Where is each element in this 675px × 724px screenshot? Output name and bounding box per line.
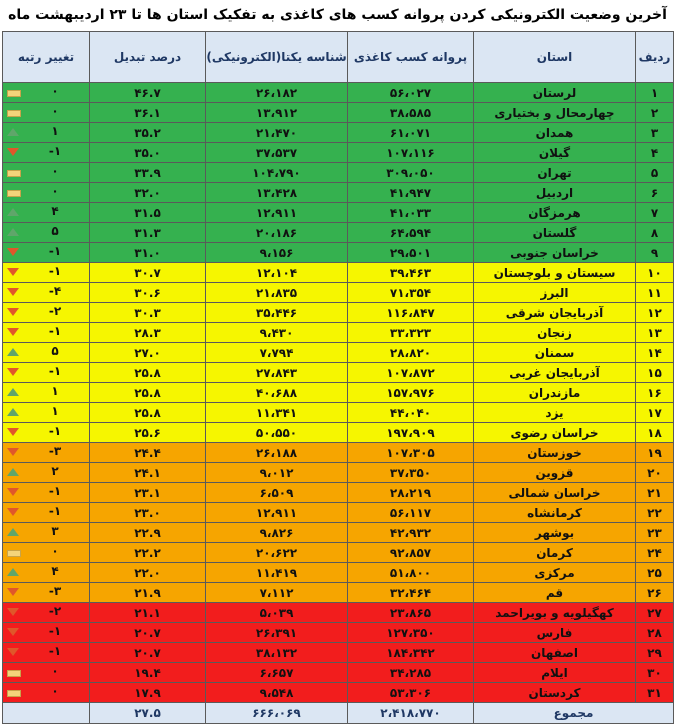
- rank-change-value: ۳: [51, 524, 59, 538]
- cell-rank-change: [3, 303, 90, 323]
- cell-rank-change: [3, 403, 90, 423]
- cell-paper-license: ۳۹،۴۶۳: [348, 263, 474, 283]
- province-table: [2, 31, 674, 724]
- triangle-up-icon: [7, 228, 19, 236]
- triangle-down-icon: [7, 268, 19, 276]
- table-row: [3, 163, 674, 183]
- triangle-down-icon: [7, 608, 19, 616]
- table-row: [3, 423, 674, 443]
- cell-rank-change: [3, 423, 90, 443]
- cell-unique-id: ۴۰،۶۸۸: [206, 383, 348, 403]
- cell-rank-change: [3, 583, 90, 603]
- cell-unique-id: ۱۱،۴۱۹: [206, 563, 348, 583]
- triangle-down-icon: [7, 148, 19, 156]
- cell-unique-id: ۷،۷۹۴: [206, 343, 348, 363]
- cell-conversion-percent: ۲۵.۸: [90, 403, 206, 423]
- rank-change-value: ۱: [51, 124, 59, 138]
- cell-rank-change: [3, 363, 90, 383]
- table-row: [3, 563, 674, 583]
- cell-row-number: ۱۷: [636, 403, 674, 423]
- triangle-up-icon: [7, 388, 19, 396]
- table-row: [3, 263, 674, 283]
- cell-unique-id: ۱۰۴،۷۹۰: [206, 163, 348, 183]
- total-percent: ۲۷.۵: [90, 703, 206, 724]
- cell-paper-license: ۷۱،۳۵۴: [348, 283, 474, 303]
- cell-province: گیلان: [474, 143, 636, 163]
- header-row-number: ردیف: [636, 32, 674, 83]
- rank-change-value: ۵: [51, 344, 59, 358]
- cell-row-number: ۳۱: [636, 683, 674, 703]
- cell-row-number: ۳۰: [636, 663, 674, 683]
- table-row: [3, 363, 674, 383]
- cell-unique-id: ۲۰،۱۸۶: [206, 223, 348, 243]
- cell-row-number: ۱۴: [636, 343, 674, 363]
- cell-paper-license: ۵۶،۰۲۷: [348, 83, 474, 103]
- cell-province: خراسان شمالی: [474, 483, 636, 503]
- cell-rank-change: [3, 503, 90, 523]
- table-row: [3, 123, 674, 143]
- dash-icon: [7, 550, 21, 557]
- cell-rank-change: [3, 343, 90, 363]
- rank-change-value: ۲-: [48, 304, 62, 318]
- header-paper-license: پروانه کسب کاغذی: [348, 32, 474, 83]
- cell-paper-license: ۱۲۷،۳۵۰: [348, 623, 474, 643]
- cell-unique-id: ۷،۱۱۲: [206, 583, 348, 603]
- triangle-up-icon: [7, 568, 19, 576]
- cell-row-number: ۲۹: [636, 643, 674, 663]
- cell-province: ایلام: [474, 663, 636, 683]
- table-row: [3, 623, 674, 643]
- cell-paper-license: ۵۱،۸۰۰: [348, 563, 474, 583]
- rank-change-value: ۱: [51, 404, 59, 418]
- cell-unique-id: ۱۱،۳۴۱: [206, 403, 348, 423]
- cell-row-number: ۱: [636, 83, 674, 103]
- cell-paper-license: ۴۴،۰۴۰: [348, 403, 474, 423]
- cell-paper-license: ۹۲،۸۵۷: [348, 543, 474, 563]
- cell-conversion-percent: ۲۳.۱: [90, 483, 206, 503]
- cell-row-number: ۵: [636, 163, 674, 183]
- cell-row-number: ۱۶: [636, 383, 674, 403]
- table-row: [3, 383, 674, 403]
- dash-icon: [7, 190, 21, 197]
- table-row: [3, 223, 674, 243]
- cell-unique-id: ۵،۰۳۹: [206, 603, 348, 623]
- cell-conversion-percent: ۲۰.۷: [90, 623, 206, 643]
- cell-row-number: ۲۳: [636, 523, 674, 543]
- table-row: [3, 643, 674, 663]
- table-row: [3, 83, 674, 103]
- cell-row-number: ۲۵: [636, 563, 674, 583]
- rank-change-value: ۱-: [48, 244, 62, 258]
- cell-row-number: ۲: [636, 103, 674, 123]
- cell-row-number: ۲۱: [636, 483, 674, 503]
- cell-unique-id: ۲۰،۶۲۲: [206, 543, 348, 563]
- cell-paper-license: ۵۶،۱۱۷: [348, 503, 474, 523]
- cell-unique-id: ۳۷،۵۳۷: [206, 143, 348, 163]
- cell-conversion-percent: ۲۱.۱: [90, 603, 206, 623]
- cell-conversion-percent: ۳۳.۹: [90, 163, 206, 183]
- cell-unique-id: ۲۷،۸۴۳: [206, 363, 348, 383]
- cell-rank-change: [3, 283, 90, 303]
- cell-rank-change: [3, 563, 90, 583]
- triangle-down-icon: [7, 488, 19, 496]
- rank-change-value: ۴: [51, 564, 59, 578]
- cell-province: کهگیلویه و بویراحمد: [474, 603, 636, 623]
- triangle-down-icon: [7, 368, 19, 376]
- cell-row-number: ۷: [636, 203, 674, 223]
- dash-icon: [7, 690, 21, 697]
- cell-conversion-percent: ۳۲.۰: [90, 183, 206, 203]
- cell-rank-change: [3, 383, 90, 403]
- header-rank-change: تغییر رتبه: [3, 32, 90, 83]
- cell-unique-id: ۳۸،۱۳۲: [206, 643, 348, 663]
- cell-paper-license: ۱۵۷،۹۷۶: [348, 383, 474, 403]
- cell-paper-license: ۲۸،۲۱۹: [348, 483, 474, 503]
- cell-province: خوزستان: [474, 443, 636, 463]
- cell-paper-license: ۵۳،۳۰۶: [348, 683, 474, 703]
- cell-row-number: ۲۴: [636, 543, 674, 563]
- cell-paper-license: ۱۸۴،۳۴۲: [348, 643, 474, 663]
- cell-rank-change: [3, 543, 90, 563]
- cell-conversion-percent: ۲۵.۶: [90, 423, 206, 443]
- cell-row-number: ۲۶: [636, 583, 674, 603]
- cell-province: کردستان: [474, 683, 636, 703]
- cell-paper-license: ۱۱۶،۸۴۷: [348, 303, 474, 323]
- cell-conversion-percent: ۳۱.۳: [90, 223, 206, 243]
- cell-rank-change: [3, 483, 90, 503]
- page-title: آخرین وضعیت الکترونیکی کردن پروانه کسب های کاغذی به تفکیک استان ها تا ۲۳ اردیبهشت ماه: [8, 7, 667, 23]
- cell-province: بوشهر: [474, 523, 636, 543]
- cell-unique-id: ۶،۶۵۷: [206, 663, 348, 683]
- triangle-down-icon: [7, 248, 19, 256]
- table-row: [3, 523, 674, 543]
- rank-change-value: ۱-: [48, 144, 62, 158]
- rank-change-value: ۲: [51, 464, 59, 478]
- cell-province: تهران: [474, 163, 636, 183]
- rank-change-value: ۳-: [48, 444, 62, 458]
- cell-conversion-percent: ۲۸.۳: [90, 323, 206, 343]
- cell-province: قزوین: [474, 463, 636, 483]
- cell-province: کرمانشاه: [474, 503, 636, 523]
- cell-unique-id: ۹،۴۳۰: [206, 323, 348, 343]
- triangle-up-icon: [7, 468, 19, 476]
- cell-paper-license: ۲۸،۸۲۰: [348, 343, 474, 363]
- dash-icon: [7, 670, 21, 677]
- cell-unique-id: ۱۲،۹۱۱: [206, 503, 348, 523]
- cell-conversion-percent: ۲۲.۹: [90, 523, 206, 543]
- cell-unique-id: ۹،۰۱۲: [206, 463, 348, 483]
- cell-rank-change: [3, 443, 90, 463]
- rank-change-value: ۴: [51, 204, 59, 218]
- cell-rank-change: [3, 263, 90, 283]
- cell-row-number: ۶: [636, 183, 674, 203]
- rank-change-value: ۵: [51, 224, 59, 238]
- triangle-up-icon: [7, 348, 19, 356]
- cell-province: اردبیل: [474, 183, 636, 203]
- dash-icon: [7, 90, 21, 97]
- triangle-up-icon: [7, 408, 19, 416]
- cell-conversion-percent: ۲۲.۰: [90, 563, 206, 583]
- total-paper: ۲،۴۱۸،۷۷۰: [348, 703, 474, 724]
- cell-rank-change: [3, 183, 90, 203]
- triangle-down-icon: [7, 328, 19, 336]
- cell-paper-license: ۴۱،۰۳۳: [348, 203, 474, 223]
- cell-province: قم: [474, 583, 636, 603]
- cell-unique-id: ۹،۵۴۸: [206, 683, 348, 703]
- cell-rank-change: [3, 223, 90, 243]
- cell-row-number: ۸: [636, 223, 674, 243]
- triangle-down-icon: [7, 428, 19, 436]
- total-rank-change: [3, 703, 90, 724]
- total-unique-id: ۶۶۶،۰۶۹: [206, 703, 348, 724]
- header-province: استان: [474, 32, 636, 83]
- table-row: [3, 463, 674, 483]
- table-row: [3, 483, 674, 503]
- cell-province: همدان: [474, 123, 636, 143]
- cell-row-number: ۲۲: [636, 503, 674, 523]
- cell-row-number: ۱۹: [636, 443, 674, 463]
- cell-row-number: ۱۲: [636, 303, 674, 323]
- cell-paper-license: ۱۹۷،۹۰۹: [348, 423, 474, 443]
- cell-paper-license: ۱۰۷،۱۱۶: [348, 143, 474, 163]
- rank-change-value: ۳-: [48, 584, 62, 598]
- cell-province: آذربایجان شرقی: [474, 303, 636, 323]
- table-row: [3, 603, 674, 623]
- cell-paper-license: ۳۰۹،۰۵۰: [348, 163, 474, 183]
- rank-change-value: ۱-: [48, 624, 62, 638]
- cell-row-number: ۴: [636, 143, 674, 163]
- cell-unique-id: ۹،۱۵۶: [206, 243, 348, 263]
- cell-conversion-percent: ۲۵.۸: [90, 383, 206, 403]
- triangle-up-icon: [7, 128, 19, 136]
- cell-conversion-percent: ۱۷.۹: [90, 683, 206, 703]
- cell-row-number: ۹: [636, 243, 674, 263]
- dash-icon: [7, 170, 21, 177]
- cell-unique-id: ۶،۵۰۹: [206, 483, 348, 503]
- cell-unique-id: ۱۳،۴۲۸: [206, 183, 348, 203]
- rank-change-value: ۱-: [48, 324, 62, 338]
- dash-icon: [7, 110, 21, 117]
- cell-row-number: ۱۰: [636, 263, 674, 283]
- rank-change-value: ۱-: [48, 644, 62, 658]
- cell-row-number: ۱۵: [636, 363, 674, 383]
- header-unique-id: شناسه یکتا(الکترونیکی): [206, 32, 348, 83]
- cell-rank-change: [3, 163, 90, 183]
- cell-unique-id: ۲۱،۴۷۰: [206, 123, 348, 143]
- cell-paper-license: ۳۴،۲۸۵: [348, 663, 474, 683]
- table-row: [3, 403, 674, 423]
- triangle-up-icon: [7, 208, 19, 216]
- cell-rank-change: [3, 103, 90, 123]
- rank-change-value: ۱-: [48, 264, 62, 278]
- rank-change-value: ۲-: [48, 604, 62, 618]
- table-row: [3, 283, 674, 303]
- cell-paper-license: ۳۳،۳۲۳: [348, 323, 474, 343]
- cell-province: هرمزگان: [474, 203, 636, 223]
- cell-row-number: ۲۷: [636, 603, 674, 623]
- cell-paper-license: ۴۱،۹۴۷: [348, 183, 474, 203]
- cell-conversion-percent: ۲۴.۴: [90, 443, 206, 463]
- triangle-down-icon: [7, 628, 19, 636]
- triangle-down-icon: [7, 308, 19, 316]
- triangle-up-icon: [7, 528, 19, 536]
- cell-paper-license: ۴۲،۹۳۲: [348, 523, 474, 543]
- cell-rank-change: [3, 623, 90, 643]
- cell-conversion-percent: ۲۰.۷: [90, 643, 206, 663]
- table-row: [3, 503, 674, 523]
- cell-row-number: ۱۸: [636, 423, 674, 443]
- cell-province: گلستان: [474, 223, 636, 243]
- cell-rank-change: [3, 323, 90, 343]
- cell-conversion-percent: ۳۵.۰: [90, 143, 206, 163]
- rank-change-value: ۰: [51, 164, 59, 178]
- cell-conversion-percent: ۳۱.۰: [90, 243, 206, 263]
- triangle-down-icon: [7, 288, 19, 296]
- cell-row-number: ۲۸: [636, 623, 674, 643]
- total-label: مجموع: [474, 703, 674, 724]
- cell-rank-change: [3, 643, 90, 663]
- rank-change-value: ۱: [51, 384, 59, 398]
- cell-rank-change: [3, 123, 90, 143]
- cell-province: کرمان: [474, 543, 636, 563]
- cell-conversion-percent: ۲۱.۹: [90, 583, 206, 603]
- cell-conversion-percent: ۳۰.۶: [90, 283, 206, 303]
- cell-rank-change: [3, 463, 90, 483]
- rank-change-value: ۰: [51, 684, 59, 698]
- cell-conversion-percent: ۳۰.۳: [90, 303, 206, 323]
- rank-change-value: ۱-: [48, 504, 62, 518]
- cell-province: یزد: [474, 403, 636, 423]
- cell-unique-id: ۹،۸۲۶: [206, 523, 348, 543]
- cell-province: سمنان: [474, 343, 636, 363]
- cell-rank-change: [3, 523, 90, 543]
- triangle-down-icon: [7, 508, 19, 516]
- cell-unique-id: ۳۵،۴۴۶: [206, 303, 348, 323]
- table-body: [3, 83, 674, 703]
- cell-paper-license: ۲۳،۸۶۵: [348, 603, 474, 623]
- cell-conversion-percent: ۴۶.۷: [90, 83, 206, 103]
- cell-rank-change: [3, 603, 90, 623]
- cell-paper-license: ۶۱،۰۷۱: [348, 123, 474, 143]
- cell-paper-license: ۱۰۷،۸۷۲: [348, 363, 474, 383]
- table-row: [3, 323, 674, 343]
- rank-change-value: ۰: [51, 544, 59, 558]
- cell-unique-id: ۲۶،۱۸۸: [206, 443, 348, 463]
- cell-paper-license: ۲۹،۵۰۱: [348, 243, 474, 263]
- table-row: [3, 543, 674, 563]
- cell-province: چهارمحال و بختیاری: [474, 103, 636, 123]
- cell-province: سیستان و بلوچستان: [474, 263, 636, 283]
- table-row: [3, 243, 674, 263]
- cell-paper-license: ۳۲،۴۶۴: [348, 583, 474, 603]
- cell-province: البرز: [474, 283, 636, 303]
- cell-paper-license: ۳۷،۳۵۰: [348, 463, 474, 483]
- cell-unique-id: ۱۳،۹۱۲: [206, 103, 348, 123]
- cell-paper-license: ۶۴،۵۹۴: [348, 223, 474, 243]
- table-row: [3, 663, 674, 683]
- cell-province: فارس: [474, 623, 636, 643]
- cell-row-number: ۱۳: [636, 323, 674, 343]
- triangle-down-icon: [7, 448, 19, 456]
- cell-conversion-percent: ۲۳.۰: [90, 503, 206, 523]
- header-conversion-percent: درصد تبدیل: [90, 32, 206, 83]
- cell-conversion-percent: ۲۲.۲: [90, 543, 206, 563]
- triangle-down-icon: [7, 588, 19, 596]
- cell-paper-license: ۱۰۷،۳۰۵: [348, 443, 474, 463]
- triangle-down-icon: [7, 648, 19, 656]
- cell-province: مرکزی: [474, 563, 636, 583]
- cell-province: آذربایجان غربی: [474, 363, 636, 383]
- cell-province: مازندران: [474, 383, 636, 403]
- table-row: [3, 143, 674, 163]
- rank-change-value: ۱-: [48, 424, 62, 438]
- table-header: [3, 32, 674, 83]
- cell-unique-id: ۱۲،۹۱۱: [206, 203, 348, 223]
- cell-conversion-percent: ۳۰.۷: [90, 263, 206, 283]
- cell-unique-id: ۲۶،۳۹۱: [206, 623, 348, 643]
- cell-row-number: ۲۰: [636, 463, 674, 483]
- cell-rank-change: [3, 683, 90, 703]
- cell-province: لرستان: [474, 83, 636, 103]
- rank-change-value: ۰: [51, 104, 59, 118]
- cell-conversion-percent: ۳۶.۱: [90, 103, 206, 123]
- table-row: [3, 583, 674, 603]
- cell-rank-change: [3, 243, 90, 263]
- total-row: [3, 703, 674, 724]
- cell-row-number: ۳: [636, 123, 674, 143]
- rank-change-value: ۱-: [48, 364, 62, 378]
- table-row: [3, 443, 674, 463]
- cell-unique-id: ۲۶،۱۸۲: [206, 83, 348, 103]
- cell-rank-change: [3, 663, 90, 683]
- cell-rank-change: [3, 143, 90, 163]
- cell-rank-change: [3, 203, 90, 223]
- rank-change-value: ۴-: [48, 284, 62, 298]
- cell-paper-license: ۳۸،۵۸۵: [348, 103, 474, 123]
- table-row: [3, 203, 674, 223]
- cell-province: اصفهان: [474, 643, 636, 663]
- table-row: [3, 183, 674, 203]
- cell-province: زنجان: [474, 323, 636, 343]
- cell-conversion-percent: ۱۹.۴: [90, 663, 206, 683]
- rank-change-value: ۰: [51, 664, 59, 678]
- cell-row-number: ۱۱: [636, 283, 674, 303]
- cell-conversion-percent: ۲۷.۰: [90, 343, 206, 363]
- rank-change-value: ۰: [51, 184, 59, 198]
- cell-unique-id: ۲۱،۸۳۵: [206, 283, 348, 303]
- cell-conversion-percent: ۲۴.۱: [90, 463, 206, 483]
- cell-unique-id: ۵۰،۵۵۰: [206, 423, 348, 443]
- rank-change-value: ۱-: [48, 484, 62, 498]
- cell-rank-change: [3, 83, 90, 103]
- cell-province: خراسان رضوی: [474, 423, 636, 443]
- cell-province: خراسان جنوبی: [474, 243, 636, 263]
- table-row: [3, 103, 674, 123]
- table-row: [3, 683, 674, 703]
- table-row: [3, 303, 674, 323]
- rank-change-value: ۰: [51, 84, 59, 98]
- cell-conversion-percent: ۲۵.۸: [90, 363, 206, 383]
- cell-conversion-percent: ۳۱.۵: [90, 203, 206, 223]
- table-row: [3, 343, 674, 363]
- cell-unique-id: ۱۲،۱۰۴: [206, 263, 348, 283]
- cell-conversion-percent: ۳۵.۲: [90, 123, 206, 143]
